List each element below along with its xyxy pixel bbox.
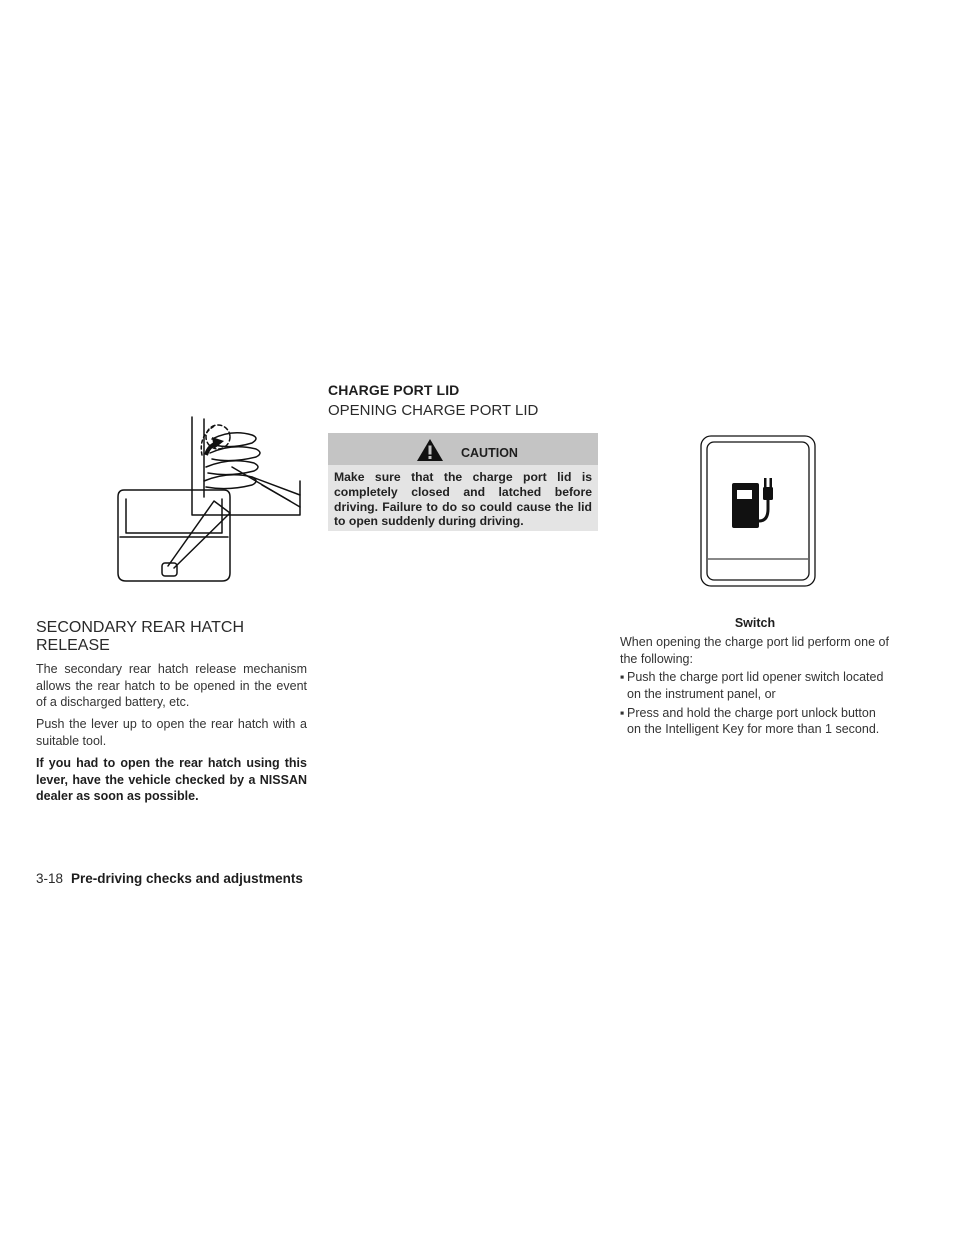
section-heading-secondary-rear-hatch: SECONDARY REAR HATCH RELEASE [36,619,245,654]
rear-hatch-warning: If you had to open the rear hatch using this lever, have the vehicle checked by a NISSAN dealer as soon as possible. [36,756,307,803]
footer-section-title: Pre-driving checks and adjustments [71,871,303,886]
bullet-square-icon: ▪ [620,705,625,720]
caution-box [328,433,598,531]
list-item [620,705,892,738]
page-number: 3-18 [36,871,64,886]
warning-triangle-icon [416,438,444,462]
switch-caption: Switch [734,616,776,630]
caution-text: Make sure that the charge port lid is completely closed and latched before driving. Failure to do so could cause the lid to open suddenly during driving. [334,470,592,529]
charge-port-switch-illustration [700,435,816,587]
charge-port-intro: When opening the charge port lid perform one of the following: [620,635,889,666]
list-item [620,669,892,702]
list-item-text: Press and hold the charge port unlock button on the Intelligent Key for more than 1 second. [627,705,880,736]
page-footer [36,871,303,886]
list-item-text: Push the charge port lid opener switch located on the instrument panel, or [627,670,884,701]
caution-header [328,433,598,465]
caution-label: CAUTION [461,446,518,460]
rear-hatch-paragraph-2: Push the lever up to open the rear hatch with a suitable tool. [36,717,307,748]
bullet-square-icon: ▪ [620,670,625,684]
rear-hatch-paragraph-1: The secondary rear hatch release mechanism allows the rear hatch to be opened in the event of a discharged battery, etc. [36,662,307,709]
charge-port-steps [620,669,892,740]
charging-station-icon [732,478,773,528]
section-heading-charge-port-lid: CHARGE PORT LID [328,382,460,398]
subheading-opening-charge-port-lid: OPENING CHARGE PORT LID [328,402,539,419]
rear-hatch-release-illustration [112,415,304,587]
